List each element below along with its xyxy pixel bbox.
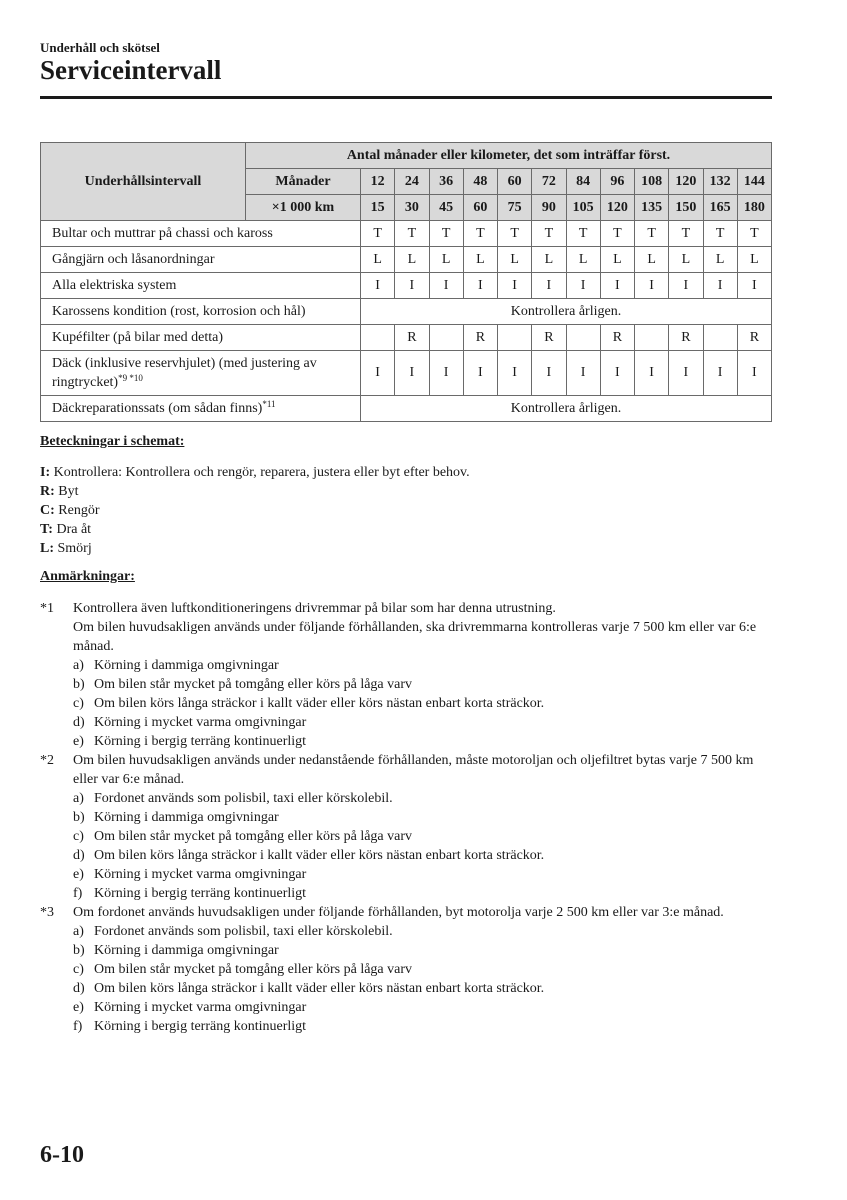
condition-text: Om bilen körs långa sträckor i kallt väder eller körs nästan enbart korta sträckor. (94, 848, 545, 863)
legend-text: Dra åt (52, 522, 92, 537)
legend-item (40, 539, 470, 558)
interval-cell: I (703, 273, 737, 299)
km-cell: 135 (635, 195, 669, 221)
item-cell (41, 273, 361, 299)
km-cell: 165 (703, 195, 737, 221)
legend-key: T: (40, 522, 53, 537)
item-label: Däckreparationssats (om sådan finns) (52, 401, 263, 416)
condition-text: Körning i dammiga omgivningar (94, 943, 279, 958)
condition-text: Om bilen står mycket på tomgång eller körs på låga varv (94, 962, 413, 977)
interval-cell: I (669, 273, 703, 299)
footnote-ref: *9 *10 (118, 373, 143, 383)
condition-item (73, 846, 780, 865)
legend-key: R: (40, 484, 55, 499)
condition-letter: c) (73, 962, 84, 977)
legend-text: Byt (54, 484, 79, 499)
condition-text: Fordonet används som polisbil, taxi eller körskolebil. (94, 791, 393, 806)
condition-letter: d) (73, 848, 85, 863)
condition-list (73, 922, 780, 1036)
condition-text: Körning i bergig terräng kontinuerligt (94, 1019, 307, 1034)
item-cell (41, 325, 361, 351)
interval-cell (566, 325, 600, 351)
condition-text: Körning i bergig terräng kontinuerligt (94, 886, 307, 901)
condition-item (73, 827, 780, 846)
condition-item (73, 789, 780, 808)
interval-cell: T (395, 221, 429, 247)
month-cell: 84 (566, 169, 600, 195)
interval-cell: L (498, 247, 532, 273)
note-text: Om bilen huvudsakligen används under nedanstående förhållanden, måste motoroljan och oljefiltret bytas varje 7 500 km eller var 6:e månad. (73, 753, 754, 787)
interval-cell: I (635, 273, 669, 299)
interval-cell: I (566, 273, 600, 299)
item-cell (41, 299, 361, 325)
interval-cell: L (429, 247, 463, 273)
note-text: Om fordonet används huvudsakligen under följande förhållanden, byt motorolja varje 2 500 km eller var 3:e månad. (73, 905, 724, 920)
title-divider (40, 96, 772, 99)
km-cell: 90 (532, 195, 566, 221)
condition-letter: c) (73, 829, 84, 844)
km-cell: 120 (600, 195, 634, 221)
interval-cell: I (635, 351, 669, 396)
interval-cell: T (600, 221, 634, 247)
condition-item (73, 656, 780, 675)
note-marker: *2 (40, 753, 54, 768)
interval-cell: R (395, 325, 429, 351)
km-cell: 105 (566, 195, 600, 221)
month-cell: 60 (498, 169, 532, 195)
note-text: Kontrollera även luftkonditioneringens drivremmar på bilar som har denna utrustning. (73, 601, 556, 616)
interval-cell: R (669, 325, 703, 351)
note-marker: *1 (40, 601, 54, 616)
page-title: Serviceintervall (40, 55, 222, 85)
condition-letter: a) (73, 791, 84, 806)
interval-cell (361, 325, 395, 351)
note-text: Om bilen huvudsakligen används under följande förhållanden, ska drivremmarna kontrolleras varje 7 500 km eller var 6:e månad. (73, 620, 757, 654)
month-cell: 120 (669, 169, 703, 195)
interval-cell: I (532, 351, 566, 396)
table-row (41, 221, 772, 247)
condition-text: Körning i mycket varma omgivningar (94, 1000, 307, 1015)
row-header-cell: Underhållsintervall (41, 143, 246, 221)
km-cell: 150 (669, 195, 703, 221)
condition-text: Om bilen står mycket på tomgång eller körs på låga varv (94, 677, 413, 692)
interval-cell: L (635, 247, 669, 273)
condition-item (73, 675, 780, 694)
condition-letter: e) (73, 734, 84, 749)
interval-cell: I (669, 351, 703, 396)
item-label: Däck (inklusive reservhjulet) (med justering av ringtrycket) (52, 356, 317, 390)
interval-cell: T (361, 221, 395, 247)
interval-cell (429, 325, 463, 351)
condition-letter: e) (73, 1000, 84, 1015)
interval-cell: T (703, 221, 737, 247)
note-item (40, 903, 780, 1036)
legend-key: I: (40, 465, 51, 480)
condition-item (73, 713, 780, 732)
month-cell: 48 (463, 169, 497, 195)
km-cell: 60 (463, 195, 497, 221)
legend-text: Rengör (54, 503, 100, 518)
footnote-ref: *11 (262, 399, 276, 409)
table-row (41, 247, 772, 273)
condition-item (73, 922, 780, 941)
condition-letter: a) (73, 658, 84, 673)
interval-cell: I (498, 351, 532, 396)
interval-cell: L (703, 247, 737, 273)
interval-cell: I (395, 273, 429, 299)
interval-cell: I (498, 273, 532, 299)
legend-item (40, 482, 470, 501)
legend-item (40, 520, 470, 539)
interval-cell: I (429, 273, 463, 299)
condition-item (73, 865, 780, 884)
km-cell: 180 (737, 195, 771, 221)
interval-cell (635, 325, 669, 351)
interval-cell: I (395, 351, 429, 396)
condition-letter: a) (73, 924, 84, 939)
interval-cell: T (669, 221, 703, 247)
condition-letter: e) (73, 867, 84, 882)
interval-cell (703, 325, 737, 351)
interval-cell: T (463, 221, 497, 247)
item-label: Karossens kondition (rost, korrosion och hål) (52, 304, 306, 319)
interval-cell: T (429, 221, 463, 247)
interval-cell: L (566, 247, 600, 273)
month-cell: 12 (361, 169, 395, 195)
interval-cell: I (463, 351, 497, 396)
table-row (41, 325, 772, 351)
item-cell (41, 247, 361, 273)
interval-cell: L (532, 247, 566, 273)
legend-list (40, 463, 470, 558)
maintenance-schedule-table (40, 142, 772, 422)
condition-item (73, 998, 780, 1017)
condition-item (73, 941, 780, 960)
item-cell (41, 351, 361, 396)
condition-text: Om bilen står mycket på tomgång eller körs på låga varv (94, 829, 413, 844)
item-label: Kupéfilter (på bilar med detta) (52, 330, 224, 345)
note-item (40, 751, 780, 903)
interval-cell: R (737, 325, 771, 351)
month-cell: 144 (737, 169, 771, 195)
condition-list (73, 656, 780, 751)
interval-cell: L (395, 247, 429, 273)
interval-cell: L (669, 247, 703, 273)
annual-check-cell: Kontrollera årligen. (361, 396, 772, 422)
interval-cell: I (600, 273, 634, 299)
interval-cell: L (463, 247, 497, 273)
month-cell: 36 (429, 169, 463, 195)
interval-cell: I (361, 273, 395, 299)
table-row (41, 351, 772, 396)
interval-cell: T (737, 221, 771, 247)
km-cell: 75 (498, 195, 532, 221)
interval-cell: I (429, 351, 463, 396)
interval-cell: R (463, 325, 497, 351)
condition-letter: b) (73, 943, 85, 958)
condition-letter: f) (73, 886, 83, 901)
interval-cell: L (737, 247, 771, 273)
section-label: Underhåll och skötsel (40, 40, 160, 55)
interval-cell: T (498, 221, 532, 247)
note-item (40, 599, 780, 751)
condition-item (73, 979, 780, 998)
table-row (41, 396, 772, 422)
km-cell: 45 (429, 195, 463, 221)
item-cell (41, 221, 361, 247)
month-cell: 132 (703, 169, 737, 195)
legend-item (40, 501, 470, 520)
condition-item (73, 732, 780, 751)
condition-letter: b) (73, 677, 85, 692)
condition-letter: d) (73, 981, 85, 996)
page-number: 6-10 (40, 1142, 84, 1168)
condition-item (73, 960, 780, 979)
interval-cell: T (566, 221, 600, 247)
interval-cell: T (635, 221, 669, 247)
table-row (41, 299, 772, 325)
condition-text: Om bilen körs långa sträckor i kallt väder eller körs nästan enbart korta sträckor. (94, 981, 545, 996)
condition-letter: b) (73, 810, 85, 825)
interval-cell: I (566, 351, 600, 396)
legend-heading: Beteckningar i schemat: (40, 434, 185, 449)
km-cell: 15 (361, 195, 395, 221)
month-cell: 24 (395, 169, 429, 195)
interval-cell: I (703, 351, 737, 396)
interval-cell: I (600, 351, 634, 396)
condition-text: Körning i mycket varma omgivningar (94, 715, 307, 730)
months-label: Månader (246, 169, 361, 195)
condition-item (73, 808, 780, 827)
annual-check-cell: Kontrollera årligen. (361, 299, 772, 325)
condition-letter: f) (73, 1019, 83, 1034)
legend-key: L: (40, 541, 54, 556)
interval-cell (498, 325, 532, 351)
km-label: ×1 000 km (246, 195, 361, 221)
item-label: Alla elektriska system (52, 278, 177, 293)
legend-key: C: (40, 503, 55, 518)
interval-cell: R (600, 325, 634, 351)
legend-text: Kontrollera: Kontrollera och rengör, reparera, justera eller byt efter behov. (50, 465, 470, 480)
interval-cell: L (600, 247, 634, 273)
legend-text: Smörj (54, 541, 92, 556)
interval-cell: I (361, 351, 395, 396)
month-cell: 96 (600, 169, 634, 195)
item-cell (41, 396, 361, 422)
note-marker: *3 (40, 905, 54, 920)
interval-cell: I (532, 273, 566, 299)
interval-group-header: Antal månader eller kilometer, det som inträffar först. (246, 143, 772, 169)
condition-text: Körning i dammiga omgivningar (94, 658, 279, 673)
interval-cell: R (532, 325, 566, 351)
condition-item (73, 884, 780, 903)
km-cell: 30 (395, 195, 429, 221)
month-cell: 72 (532, 169, 566, 195)
item-label: Bultar och muttrar på chassi och kaross (52, 226, 273, 241)
interval-cell: T (532, 221, 566, 247)
month-cell: 108 (635, 169, 669, 195)
notes-heading: Anmärkningar: (40, 569, 135, 584)
notes-list (40, 599, 780, 1036)
legend-item (40, 463, 470, 482)
interval-cell: I (737, 351, 771, 396)
interval-cell: L (361, 247, 395, 273)
condition-text: Om bilen körs långa sträckor i kallt väder eller körs nästan enbart korta sträckor. (94, 696, 545, 711)
item-label: Gångjärn och låsanordningar (52, 252, 215, 267)
condition-letter: d) (73, 715, 85, 730)
table-row (41, 273, 772, 299)
interval-cell: I (737, 273, 771, 299)
condition-text: Fordonet används som polisbil, taxi eller körskolebil. (94, 924, 393, 939)
condition-item (73, 694, 780, 713)
condition-text: Körning i dammiga omgivningar (94, 810, 279, 825)
condition-text: Körning i bergig terräng kontinuerligt (94, 734, 307, 749)
condition-letter: c) (73, 696, 84, 711)
condition-text: Körning i mycket varma omgivningar (94, 867, 307, 882)
condition-item (73, 1017, 780, 1036)
interval-cell: I (463, 273, 497, 299)
condition-list (73, 789, 780, 903)
